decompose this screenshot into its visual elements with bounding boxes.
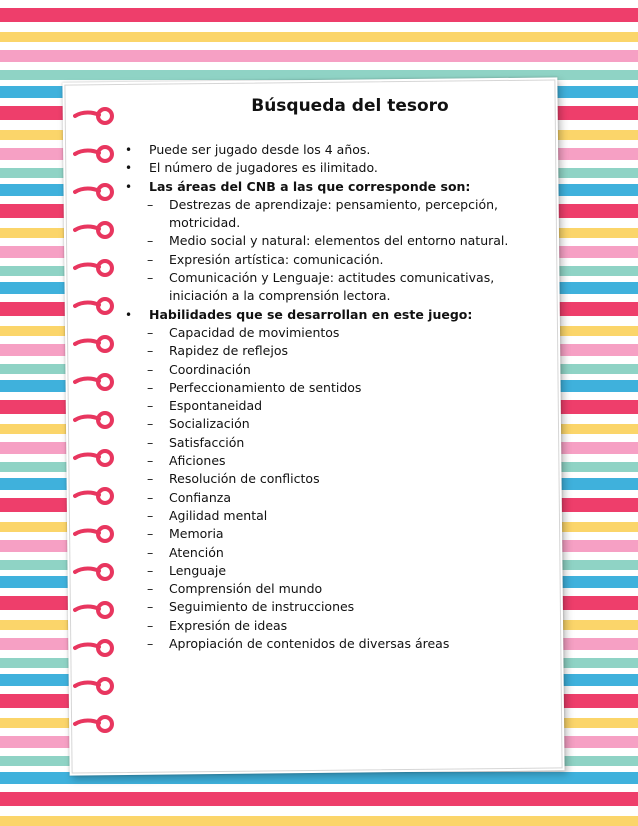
bullet-text: Puede ser jugado desde los 4 años.: [149, 142, 371, 157]
dash-icon: –: [147, 361, 154, 377]
sub-item-text: Confianza: [169, 489, 231, 505]
bullet-item: [125, 306, 550, 324]
dash-icon: –: [147, 471, 154, 487]
binding-wire: [75, 379, 99, 383]
sub-item: [125, 361, 550, 379]
sub-item: [125, 342, 550, 360]
sub-item-text: Resolución de conflictos: [169, 471, 320, 487]
bullet-item: [125, 141, 550, 159]
bullet-icon: •: [125, 161, 133, 176]
binding-wire: [75, 265, 99, 269]
sub-item-text: Capacidad de movimientos: [169, 324, 340, 340]
sub-item: [125, 507, 550, 525]
binding-wire: [75, 569, 99, 573]
sub-item: [125, 379, 550, 397]
sub-item-text: Medio social y natural: elementos del entorno natural.: [169, 233, 509, 249]
bullet-icon: •: [125, 179, 133, 194]
sub-item-text: Aficiones: [169, 453, 226, 469]
binding-wire: [75, 455, 99, 459]
sub-item: [125, 617, 550, 635]
binding-wire: [75, 417, 99, 421]
binding-wire: [75, 341, 99, 345]
dash-icon: –: [147, 416, 154, 432]
bullet-heading: Las áreas del CNB a las que corresponde son:: [149, 178, 471, 194]
sub-item-text: Comprensión del mundo: [169, 581, 323, 597]
sub-item: [125, 232, 550, 250]
sub-item-text: Seguimiento de instrucciones: [169, 599, 355, 615]
sub-item-text: Rapidez de reflejos: [169, 343, 288, 359]
dash-icon: –: [147, 507, 154, 523]
dash-icon: –: [147, 270, 154, 286]
sub-item-text: Memoria: [169, 526, 224, 542]
binding-wire: [75, 189, 99, 193]
dash-icon: –: [147, 251, 154, 267]
sub-item: [125, 580, 550, 598]
sub-item-text: Espontaneidad: [169, 398, 263, 414]
bullet-item: [125, 178, 550, 196]
sub-item: [125, 397, 550, 415]
sub-item: [125, 470, 550, 488]
sub-item: [125, 489, 550, 507]
bullet-item: [125, 159, 550, 177]
binding-wire: [75, 227, 99, 231]
sub-item: [125, 415, 550, 433]
sub-item: [125, 251, 550, 269]
sub-item: [125, 544, 550, 562]
sub-item: [125, 434, 550, 452]
dash-icon: –: [147, 379, 154, 395]
sub-item: [125, 452, 550, 470]
sub-item: [125, 635, 550, 653]
sub-item: [125, 196, 550, 233]
binding-wire: [75, 113, 99, 117]
skills-list: [125, 324, 550, 653]
sub-item-text: Satisfacción: [169, 434, 245, 450]
sub-item: [125, 598, 550, 616]
sub-item: [125, 269, 550, 306]
dash-icon: –: [147, 324, 154, 340]
dash-icon: –: [147, 562, 154, 578]
binding-wire: [75, 721, 99, 725]
binding-wire: [75, 645, 99, 649]
dash-icon: –: [147, 544, 154, 560]
sub-item-text: Expresión de ideas: [169, 617, 288, 633]
dash-icon: –: [147, 434, 154, 450]
binding-wire: [75, 151, 99, 155]
binding-wire: [75, 303, 99, 307]
dash-icon: –: [147, 453, 154, 469]
sub-item-text: Comunicación y Lenguaje: actitudes comunicativas, iniciación a la comprensión lectora.: [169, 270, 495, 304]
dash-icon: –: [147, 398, 154, 414]
sub-item-text: Socialización: [169, 416, 250, 432]
binding-wire: [75, 607, 99, 611]
bullet-heading: Habilidades que se desarrollan en este juego:: [149, 306, 473, 322]
page-title: Búsqueda del tesoro: [251, 96, 449, 116]
content-list: [125, 141, 550, 653]
dash-icon: –: [147, 617, 154, 633]
binding-wire: [75, 531, 99, 535]
dash-icon: –: [147, 599, 154, 615]
dash-icon: –: [147, 489, 154, 505]
sub-item-text: Agilidad mental: [169, 507, 268, 523]
sub-item-text: Atención: [169, 544, 224, 560]
binding-wire: [75, 683, 99, 687]
sub-item-text: Expresión artística: comunicación.: [169, 251, 384, 267]
bullet-text: El número de jugadores es ilimitado.: [149, 160, 378, 176]
binding-wire: [75, 493, 99, 497]
dash-icon: –: [147, 636, 154, 652]
cnb-areas-list: [125, 196, 550, 306]
dash-icon: –: [147, 581, 154, 597]
sub-item-text: Lenguaje: [169, 562, 227, 578]
sub-item-text: Apropiación de contenidos de diversas áreas: [169, 636, 450, 652]
sub-item: [125, 525, 550, 543]
dash-icon: –: [147, 343, 154, 359]
dash-icon: –: [147, 233, 154, 249]
bullet-icon: •: [125, 143, 133, 157]
sub-item-text: Destrezas de aprendizaje: pensamiento, percepción, motricidad.: [169, 196, 498, 231]
dash-icon: –: [147, 526, 154, 542]
sub-item: [125, 562, 550, 580]
bullet-icon: •: [125, 307, 133, 322]
spiral-binding-icon: [73, 100, 121, 750]
sub-item-text: Perfeccionamiento de sentidos: [169, 379, 362, 395]
sub-item-text: Coordinación: [169, 361, 251, 377]
dash-icon: –: [147, 196, 154, 212]
sub-item: [125, 324, 550, 342]
